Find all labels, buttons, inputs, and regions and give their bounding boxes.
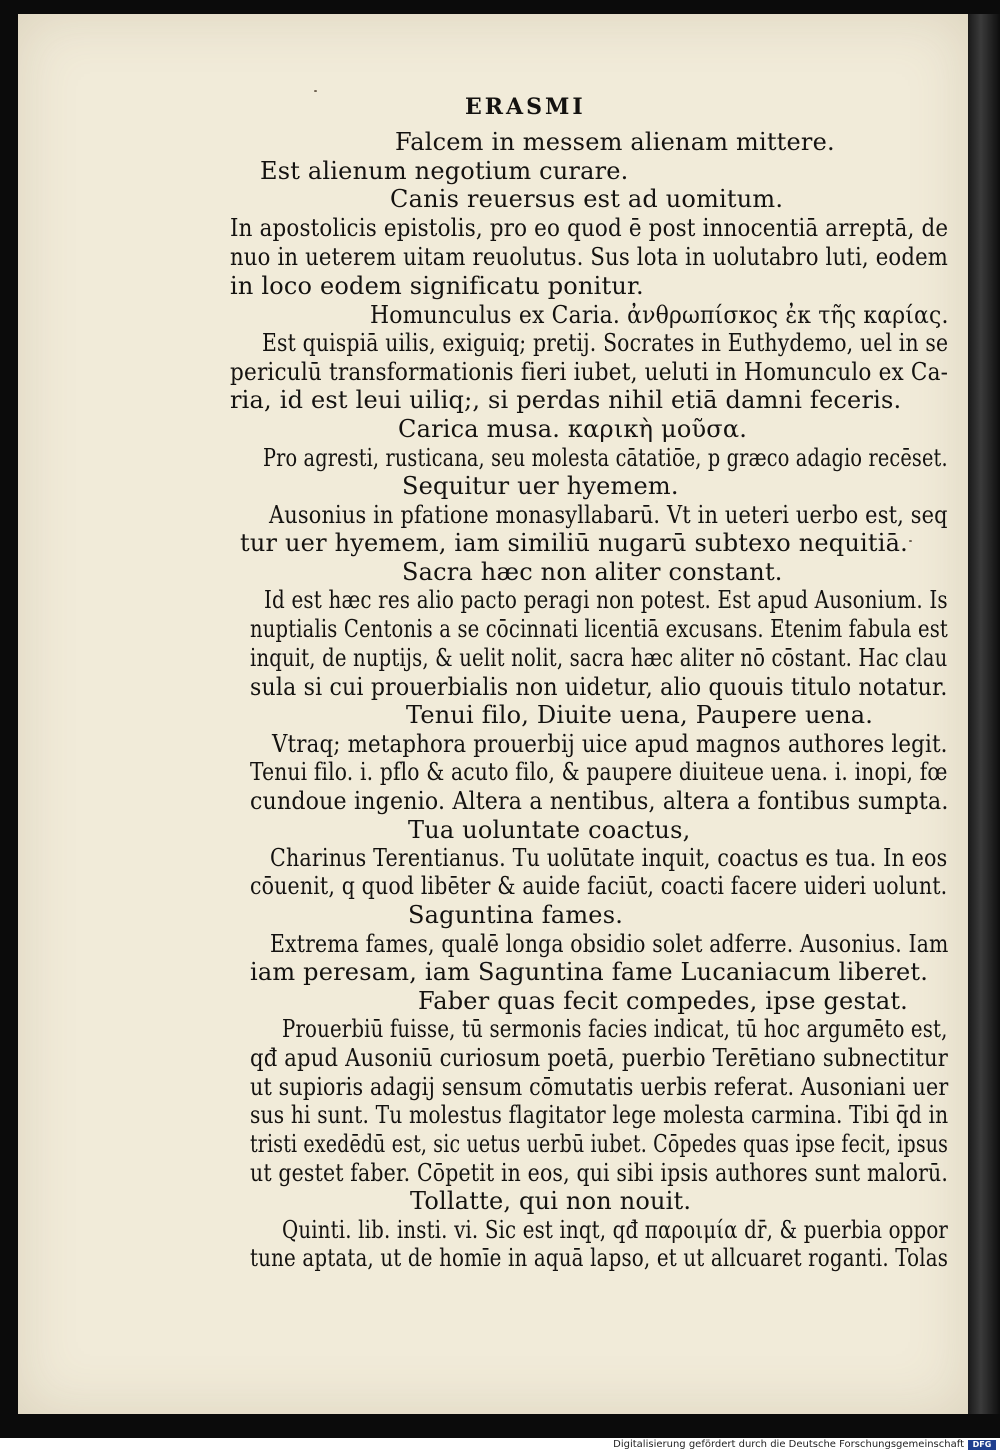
text-line: cundoue ingenio. Altera a nentibus, altera a fontibus sumpta.: [250, 787, 949, 815]
adage-title: Homunculus ex Caria. ἀνθρωπίσκος ἐκ τῆς καρίας.: [370, 301, 949, 329]
text-line: Pro agresti, rusticana, seu molesta cātatiōe, p græco adagio recēset.: [263, 444, 948, 472]
text-line: ria, id est leui uiliq;, si perdas nihil etiā damni feceris.: [230, 386, 902, 414]
text-line: ut gestet faber. Cōpetit in eos, qui sibi ipsis authores sunt malorū.: [250, 1159, 949, 1187]
text-line: iam peresam, iam Saguntina fame Lucaniacum liberet.: [250, 958, 929, 986]
text-line: Est alienum negotium curare.: [260, 157, 629, 185]
text-line: Charinus Terentianus. Tu uolūtate inquit, coactus es tua. In eos: [270, 844, 948, 872]
text-line: ut supioris adagij sensum cōmutatis uerbis referat. Ausoniani uer: [250, 1073, 949, 1101]
text-line: tune aptata, ut de homīe in aquā lapso, et ut allcuaret roganti. Tolas: [250, 1244, 949, 1272]
text-line: periculū transformationis fieri iubet, ueluti in Homunculo ex Ca-: [230, 358, 949, 386]
text-line: inquit, de nuptijs, & uelit nolit, sacra hæc aliter nō cōstant. Hac clau: [250, 644, 948, 672]
text-line: Extrema fames, qualē longa obsidio solet adferre. Ausonius. Iam: [270, 930, 949, 958]
text-line: nuo in ueterem uitam reuolutus. Sus lota in uolutabro luti, eodem: [230, 243, 949, 271]
text-line: In apostolicis epistolis, pro eo quod ē post innocentiā arreptā, de: [230, 214, 949, 242]
adage-title: Faber quas fecit compedes, ipse gestat.: [418, 987, 909, 1015]
text-line: tristi exedēdū est, sic uetus uerbū iubet. Cōpedes quas ipse fecit, ipsus: [250, 1130, 949, 1158]
text-line: Est quispiā uilis, exiguiq; pretij. Socrates in Euthydemo, uel in se: [262, 329, 949, 357]
adage-title: Carica musa. καρικὴ μοῦσα.: [398, 415, 748, 443]
running-heading: ERASMI: [465, 94, 586, 120]
adage-title: Saguntina fames.: [408, 901, 624, 929]
adage-title: Tollatte, qui non nouit.: [410, 1187, 692, 1215]
text-line: Ausonius in pfatione monasyllabarū. Vt in ueteri uerbo est, seq: [269, 501, 948, 529]
text-line: Id est hæc res alio pacto peragi non potest. Est apud Ausonium. Is: [264, 586, 948, 614]
text-line: nuptialis Centonis a se cōcinnati licentiā excusans. Etenim fabula est: [250, 615, 948, 643]
text-line: sula si cui prouerbialis non uidetur, alio quouis titulo notatur.: [250, 673, 948, 701]
dfg-logo: DFG: [968, 1440, 996, 1450]
paper-speck: [314, 90, 317, 92]
paper-speck: [909, 540, 912, 542]
text-line: Vtraq; metaphora prouerbij uice apud magnos authores legit.: [272, 730, 948, 758]
adage-title: Canis reuersus est ad uomitum.: [390, 185, 784, 213]
manuscript-page: [18, 14, 968, 1414]
text-line: Quinti. lib. insti. vi. Sic est inqt, qđ παροιμία dr̄, & puerbia oppor: [282, 1216, 949, 1244]
adage-title: Falcem in messem alienam mittere.: [395, 128, 835, 156]
page-edge-shadow: [968, 14, 1000, 1418]
adage-title: Sequitur uer hyemem.: [402, 472, 679, 500]
text-line: in loco eodem significatu ponitur.: [230, 272, 644, 300]
text-line: Tenui filo. i. pflo & acuto filo, & paupere diuiteue uena. i. inopi, fœ: [250, 758, 948, 786]
text-line: sus hi sunt. Tu molestus flagitator lege molesta carmina. Tibi q̄d in: [250, 1101, 949, 1129]
scan-border: [0, 1414, 1000, 1438]
footer-credit: Digitalisierung gefördert durch die Deutsche Forschungsgemeinschaft: [613, 1439, 964, 1450]
text-line: tur uer hyemem, iam similiū nugarū subtexo nequitiā.: [240, 529, 908, 557]
text-line: qđ apud Ausoniū curiosum poetā, puerbio Terētiano subnectitur: [250, 1044, 949, 1072]
adage-title: Tenui filo, Diuite uena, Paupere uena.: [406, 701, 874, 729]
adage-title: Sacra hæc non aliter constant.: [402, 558, 783, 586]
text-line: Prouerbiū fuisse, tū sermonis facies indicat, tū hoc argumēto est,: [282, 1015, 948, 1043]
digitization-footer: [0, 1438, 1000, 1452]
page-text: [18, 14, 968, 1414]
adage-title: Tua uoluntate coactus,: [408, 816, 691, 844]
text-line: cōuenit, q quod libēter & auide faciūt, coacti facere uideri uolunt.: [250, 872, 948, 900]
